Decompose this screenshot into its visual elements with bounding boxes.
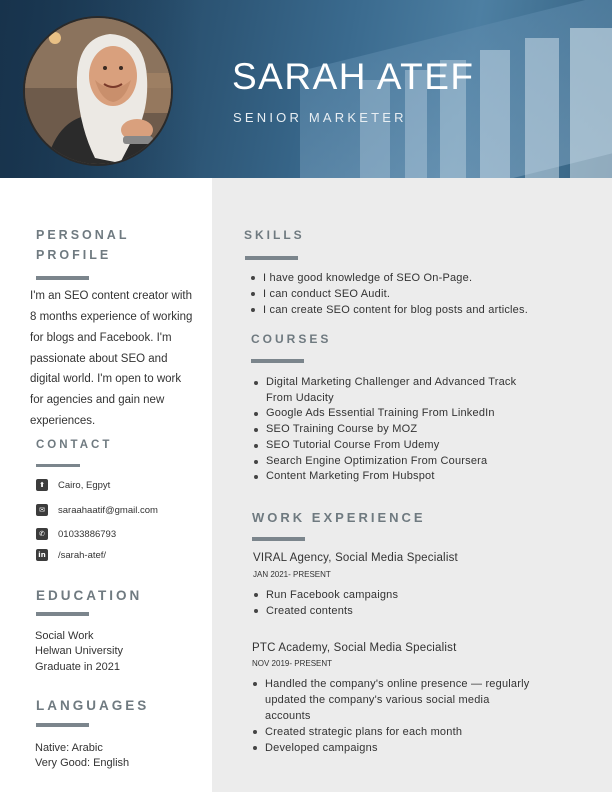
list-item: SEO Training Course by MOZ bbox=[252, 422, 592, 438]
languages-divider bbox=[36, 723, 89, 727]
candidate-name: SARAH ATEF bbox=[232, 56, 475, 97]
banner-building-shape bbox=[570, 28, 612, 178]
education-line: Helwan University bbox=[35, 645, 124, 657]
job-duties-list bbox=[251, 676, 581, 756]
profile-divider bbox=[36, 276, 89, 280]
avatar bbox=[23, 16, 173, 166]
list-item: I have good knowledge of SEO On-Page. bbox=[249, 270, 528, 286]
list-item: Digital Marketing Challenger and Advanced Track bbox=[252, 375, 592, 391]
profile-line: digital world. I'm open to work bbox=[30, 373, 182, 385]
education-line: Graduate in 2021 bbox=[35, 661, 121, 673]
profile-line: for agencies and gain new bbox=[30, 394, 165, 406]
language-line: Native: Arabic bbox=[35, 742, 103, 754]
education-title: EDUCATION bbox=[36, 588, 143, 603]
profile-line: passionate about SEO and bbox=[30, 353, 168, 365]
avatar-portrait-icon bbox=[25, 18, 173, 166]
linkedin-icon: in bbox=[36, 549, 48, 561]
courses-title: COURSES bbox=[251, 332, 332, 346]
languages-title: LANGUAGES bbox=[36, 698, 150, 713]
contact-location-text: Cairo, Egpyt bbox=[58, 479, 111, 491]
location-icon: ⬆ bbox=[36, 479, 48, 491]
contact-divider bbox=[36, 464, 80, 467]
candidate-role: SENIOR MARKETER bbox=[233, 110, 407, 125]
profile-line: 8 months experience of working bbox=[30, 311, 193, 323]
profile-line: experiences. bbox=[30, 415, 96, 427]
list-item-continuation: From Udacity bbox=[266, 391, 334, 404]
language-line: Very Good: English bbox=[35, 757, 130, 769]
job-dates: JAN 2021- PRESENT bbox=[253, 570, 331, 579]
list-item-continuation: accounts bbox=[265, 710, 311, 722]
contact-email[interactable] bbox=[36, 504, 158, 516]
list-item: Handled the company's online presence — regularly bbox=[251, 676, 581, 692]
list-item: I can conduct SEO Audit. bbox=[249, 286, 528, 302]
list-item: SEO Tutorial Course From Udemy bbox=[252, 438, 592, 454]
list-item: Created contents bbox=[252, 603, 398, 619]
contact-phone-text[interactable]: 01033886793 bbox=[58, 528, 117, 540]
job-dates: NOV 2019- PRESENT bbox=[252, 659, 333, 668]
courses-list bbox=[252, 375, 592, 485]
list-item: Content Marketing From Hubspot bbox=[252, 469, 592, 485]
phone-icon: ✆ bbox=[36, 528, 48, 540]
profile-line: for blogs and Facebook. I'm bbox=[30, 332, 172, 344]
education-line: Social Work bbox=[35, 630, 94, 642]
contact-title: CONTACT bbox=[36, 439, 113, 451]
profile-title-line1: PERSONAL bbox=[36, 228, 130, 242]
list-item: Created strategic plans for each month bbox=[251, 724, 581, 740]
list-item: Developed campaigns bbox=[251, 740, 581, 756]
skills-divider bbox=[245, 256, 298, 260]
list-item: I can create SEO content for blog posts and articles. bbox=[249, 302, 528, 318]
header-banner bbox=[0, 0, 612, 178]
contact-phone[interactable] bbox=[36, 528, 116, 540]
job-duties-list bbox=[252, 587, 398, 619]
education-divider bbox=[36, 612, 89, 616]
banner-building-shape bbox=[525, 38, 559, 178]
list-item: Google Ads Essential Training From LinkedIn bbox=[252, 406, 592, 422]
courses-divider bbox=[251, 359, 304, 363]
work-divider bbox=[252, 537, 305, 541]
profile-title-line2: PROFILE bbox=[36, 248, 112, 262]
work-title: WORK EXPERIENCE bbox=[252, 510, 426, 525]
contact-linkedin[interactable] bbox=[36, 549, 106, 561]
email-icon: ✉ bbox=[36, 504, 48, 516]
list-item-continuation: updated the company's various social media bbox=[265, 694, 490, 706]
skills-list bbox=[249, 270, 528, 318]
list-item: Run Facebook campaigns bbox=[252, 587, 398, 603]
list-item: Search Engine Optimization From Coursera bbox=[252, 454, 592, 470]
banner-building-shape bbox=[480, 50, 510, 178]
skills-title: SKILLS bbox=[244, 228, 305, 242]
contact-linkedin-text[interactable]: /sarah-atef/ bbox=[58, 549, 107, 561]
contact-email-text[interactable]: saraahaatif@gmail.com bbox=[58, 504, 158, 516]
contact-location bbox=[36, 479, 110, 491]
job-position: PTC Academy, Social Media Specialist bbox=[252, 642, 457, 654]
profile-line: I'm an SEO content creator with bbox=[30, 290, 192, 302]
job-position: VIRAL Agency, Social Media Specialist bbox=[253, 552, 458, 564]
